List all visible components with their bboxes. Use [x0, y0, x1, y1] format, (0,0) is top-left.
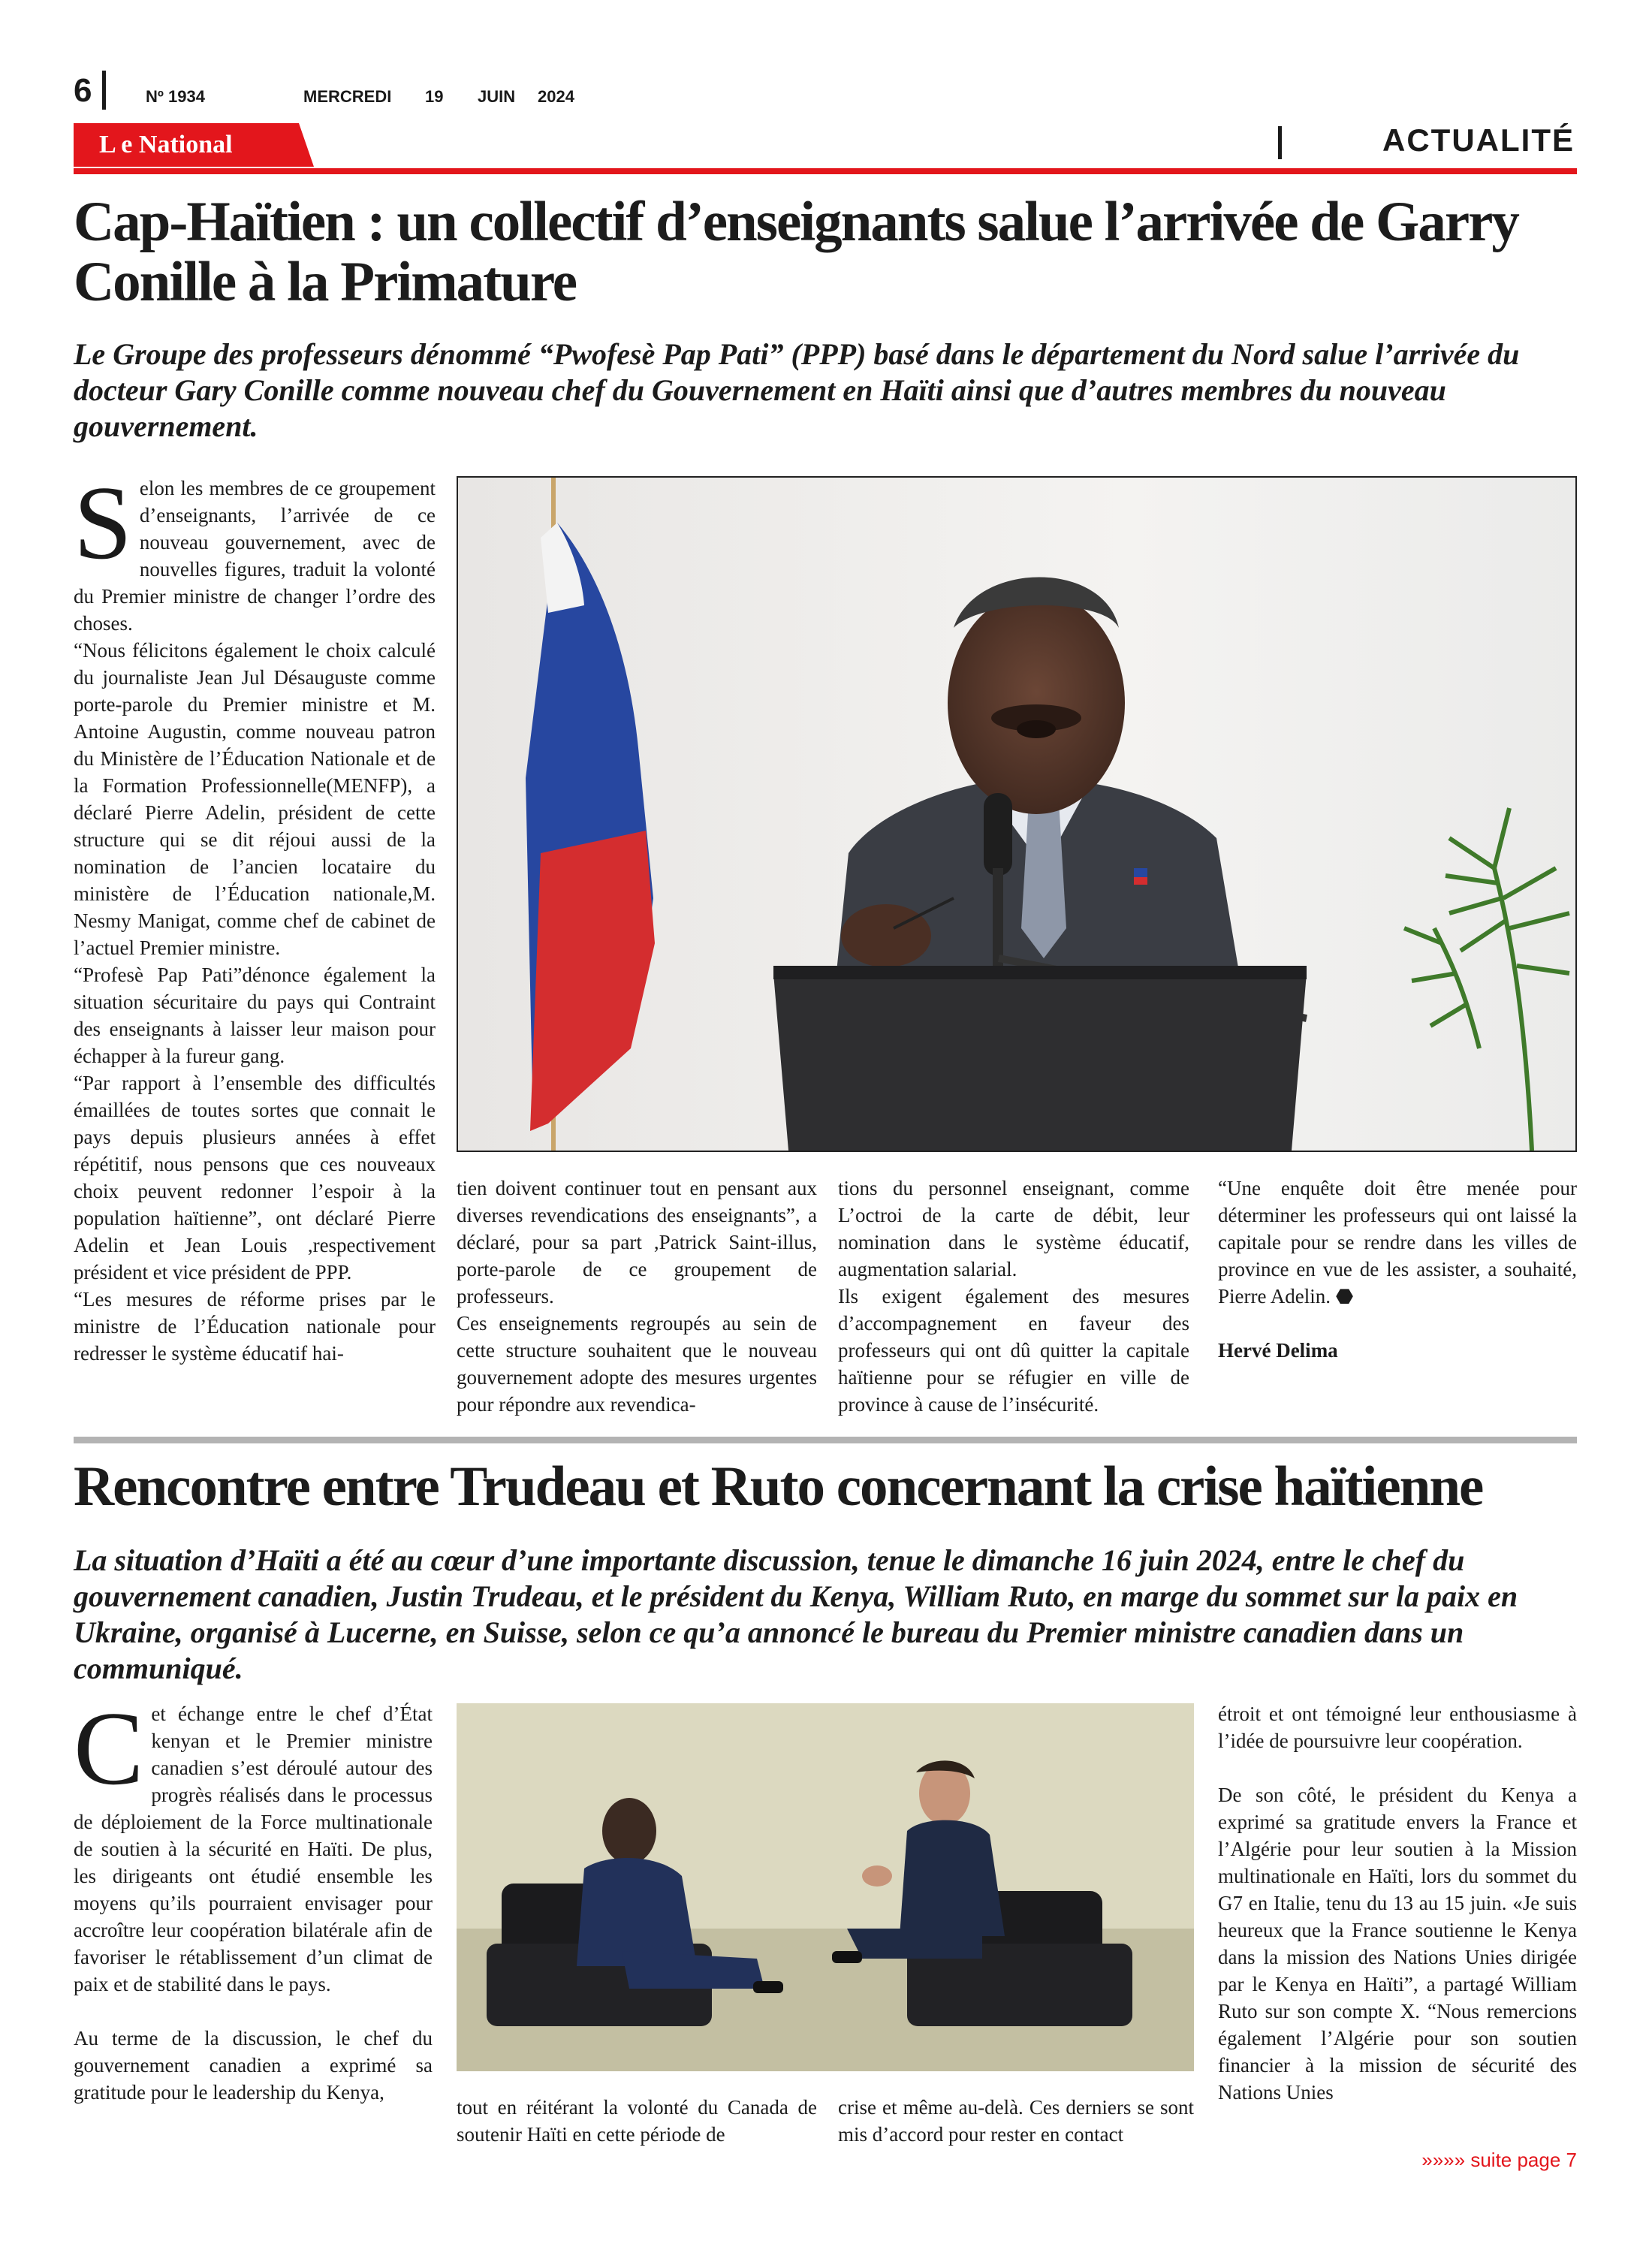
article2-column-1 [74, 1691, 433, 2106]
article1-title-line1: Cap-Haïtien : un collectif d’enseignants salue l’arrivée de Garry [74, 191, 1518, 253]
continued-on-page-link[interactable]: »»»» suite page 7 [1421, 2149, 1577, 2171]
article1-column-3 [838, 1175, 1189, 1418]
leaders-meeting-photo [457, 1703, 1194, 2071]
article1-deck: Le Groupe des professeurs dénommé “Pwofesè Pap Pati” (PPP) basé dans le département du Nord salue l’arrivée du docteur Gary Conille comme nouveau chef du Gouvernement en Haïti ainsi que d’autres membres du nouveau gouvernement. [74, 337, 1520, 443]
article1-paragraph: “Les mesures de réforme prises par le ministre de l’Éducation nationale pour redresser le système éducatif hai- [74, 1288, 436, 1365]
article1-paragraph: “Une enquête doit être menée pour déterminer les professeurs qui ont laissé la capitale pour se rendre dans les villes de province en vue de les assister, a souhaité, Pierre Adelin. [1218, 1177, 1577, 1307]
article1-paragraph: tions du personnel enseignant, comme L’octroi de la carte de débit, leur nomination dans le système éducatif, augmentation salarial. [838, 1177, 1189, 1280]
section-divider [1278, 126, 1282, 159]
date-weekday: MERCREDI [303, 87, 392, 106]
article2-column-4 [1218, 1700, 1577, 2106]
article1-lead: elon les membres de ce groupement d’enseignants, l’arrivée de ce nouveau gouvernement, avec de nouvelles figures, traduit la volonté du Premier ministre de changer l’ordre des choses. [74, 477, 436, 635]
section-label: ACTUALITÉ [1382, 122, 1575, 158]
article2-paragraph: étroit et ont témoigné leur enthousiasme à l’idée de poursuivre leur coopération. [1218, 1703, 1577, 1752]
newspaper-brand: L e National [99, 131, 233, 158]
article1-dropcap: S [74, 465, 132, 581]
article2-dropcap: C [74, 1691, 144, 1807]
date-month: JUIN [478, 87, 516, 106]
article2-lead: et échange entre le chef d’État kenyan et le Premier ministre canadien s’est déroulé autour des progrès réalisés dans le processus de déploiement de la Force multinationale de soutien à la sécurité en Haïti. De plus, les dirigeants ont étudié ensemble les moyens qu’ils pourraient envisager pour accroître leur coopération bilatérale afin de favoriser le rétablissement d’un climat de paix et de stabilité dans le pays. [74, 1703, 433, 1995]
article2-column-2 [457, 2094, 817, 2148]
page-number: 6 [74, 72, 92, 109]
date-year: 2024 [538, 87, 574, 106]
header-rule [74, 168, 1577, 174]
article2-paragraph: tout en réitérant la volonté du Canada de soutenir Haïti en cette période de [457, 2096, 817, 2146]
article1-paragraph: “Nous félicitons également le choix calculé du journaliste Jean Jul Désauguste comme porte-parole du Premier ministre et M. Antoine Augustin, comme nouveau patron du Ministère de l’Éducation Nationale et de la Formation Professionnelle(MENFP), a déclaré Pierre Adelin, président de cette structure qui se dit réjoui aussi de la nomination de l’ancien locataire du ministère de l’Éducation nationale,M. Nesmy Manigat, comme chef de cabinet de l’actuel Premier ministre. [74, 639, 436, 959]
article1-paragraph: Ces enseignements regroupés au sein de cette structure souhaitent que le nouveau gouvernement adopte des mesures urgentes pour répondre aux revendica- [457, 1312, 817, 1416]
article1-headline [74, 192, 1583, 312]
article1-paragraph: “Par rapport à l’ensemble des difficultés émaillées de toutes sortes que connait le pays depuis plusieurs années à effet répétitif, nous pensons que ces nouveaux choix peuvent redonner l’espoir à la population haïtienne”, ont déclaré Pierre Adelin et Jean Louis ,respectivement président et vice président de PPP. [74, 1072, 436, 1283]
article2-paragraph: crise et même au-delà. Ces derniers se sont mis d’accord pour rester en contact [838, 2096, 1194, 2146]
article1-paragraph: “Profesè Pap Pati”dénonce également la situation sécuritaire du pays qui Contraint des enseignants à laisser leur maison pour échapper à la fureur gang. [74, 964, 436, 1067]
article1-paragraph: tien doivent continuer tout en pensant aux diverses revendications des enseignants”, a déclaré, pour sa part ,Patrick Saint-illus, porte-parole de ce groupement de professeurs. [457, 1177, 817, 1307]
article1-paragraph: Ils exigent également des mesures d’accompagnement en faveur des professeurs qui ont dû quitter la capitale haïtienne pour se réfugier en ville de province à cause de l’insécurité. [838, 1285, 1189, 1416]
article-separator [74, 1437, 1577, 1443]
article2-paragraph: Au terme de la discussion, le chef du gouvernement canadien a exprimé sa gratitude pour le leadership du Kenya, [74, 2027, 433, 2104]
article1-column-2 [457, 1175, 817, 1418]
article1-column-4 [1218, 1175, 1577, 1364]
speaker-at-podium-photo [457, 476, 1577, 1152]
article2-column-3 [838, 2094, 1194, 2148]
date-day: 19 [425, 87, 444, 106]
end-mark-icon: ⬣ [1335, 1285, 1354, 1307]
issue-number: Nº 1934 [146, 87, 205, 106]
article1-column-1 [74, 465, 436, 1367]
article2-deck: La situation d’Haïti a été au cœur d’une importante discussion, tenue le dimanche 16 juin 2024, entre le chef du gouvernement canadien, Justin Trudeau, et le président du Kenya, William Ruto, en marge du sommet sur la paix en Ukraine, organisé à Lucerne, en Suisse, selon ce qu’a annoncé le bureau du Premier ministre canadien dans un communiqué. [74, 1543, 1518, 1685]
article1-title-line2: Conille à la Primature [74, 251, 577, 313]
page-number-divider [102, 71, 106, 110]
article2-paragraph: De son côté, le président du Kenya a exprimé sa gratitude envers la France et l’Algérie pour leur soutien à la Mission multinationale en Haïti, lors du sommet du G7 en Italie, tenu du 13 au 15 juin. «Je suis heureux que la France soutienne le Kenya dans la mission des Nations Unies dirigée par le Kenya en Haïti”, a partagé William Ruto sur son compte X. “Nous remercions également l’Algérie pour son soutien financier à la mission de sécurité des Nations Unies [1218, 1784, 1577, 2104]
author-byline: Hervé Delima [1218, 1339, 1338, 1362]
article2-title: Rencontre entre Trudeau et Ruto concernant la crise haïtienne [74, 1455, 1483, 1518]
